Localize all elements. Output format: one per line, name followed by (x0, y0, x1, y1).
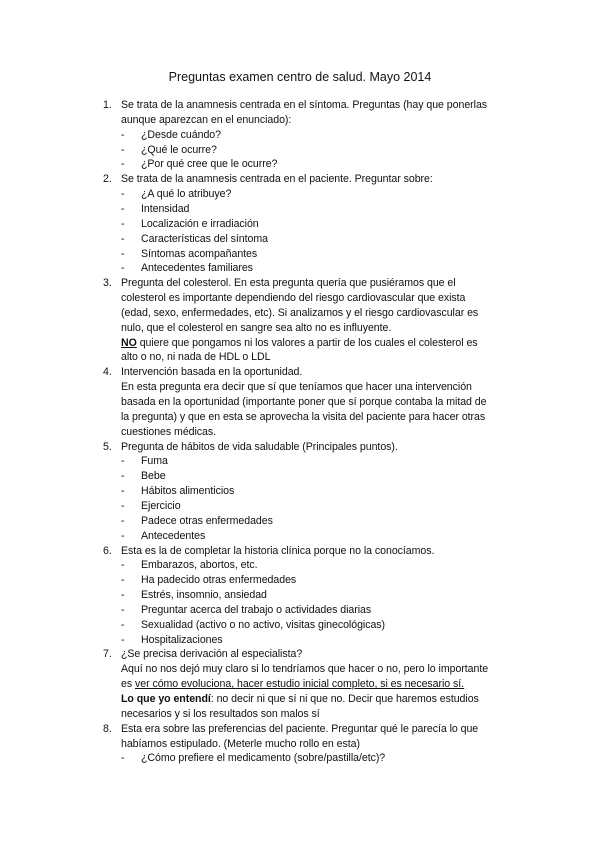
bullet-dash: - (121, 485, 125, 498)
bullet-item: Embarazos, abortos, etc. (141, 559, 258, 572)
document-title: Preguntas examen centro de salud. Mayo 2014 (168, 70, 432, 84)
bullet-dash: - (121, 633, 125, 646)
bullet-item: Ha padecido otras enfermedades (141, 574, 297, 587)
item-number: 3. (103, 277, 112, 290)
item-text-line: Esta es la de completar la historia clínica porque no la conocíamos. (121, 544, 435, 557)
bullet-dash: - (121, 752, 125, 765)
item-text-line: nulo, que el colesterol en sangre sea alto no es influyente. (121, 321, 392, 334)
item-number: 6. (103, 544, 112, 557)
item-text-line: Se trata de la anamnesis centrada en el paciente. Preguntar sobre: (121, 173, 433, 186)
item-text-line: colesterol es importante dependiendo del riesgo cardiovascular que exista (121, 292, 466, 305)
item-text-line: habíamos estipulado. (Meterle mucho rollo en esta) (121, 737, 360, 750)
item-text-line: En esta pregunta era decir que sí que teníamos que hacer una intervención (121, 381, 472, 394)
bullet-dash: - (121, 262, 125, 275)
bullet-item: Hábitos alimenticios (141, 485, 235, 498)
bullet-item: Hospitalizaciones (141, 633, 223, 646)
note-text: quiere que pongamos ni los valores a partir de los cuales el colesterol es (136, 336, 478, 349)
underlined-text: ver cómo evoluciona, hacer estudio inicial completo, si es necesario sí. (134, 678, 465, 691)
opinion-label: Lo que yo entendí (121, 693, 211, 705)
item-number: 2. (103, 173, 112, 186)
bullet-item: ¿A qué lo atribuye? (141, 188, 232, 201)
bullet-dash: - (121, 455, 125, 468)
bullet-item: Bebe (141, 470, 166, 483)
item-number: 1. (103, 99, 112, 111)
item-number: 5. (103, 440, 112, 453)
bullet-item: Localización e irradiación (141, 217, 259, 230)
bullet-dash: - (121, 603, 125, 616)
bullet-item: ¿Qué le ocurre? (141, 143, 217, 156)
bullet-item: Sexualidad (activo o no activo, visitas ginecológicas) (141, 618, 386, 631)
item-number: 4. (103, 366, 112, 379)
item-number: 8. (103, 722, 112, 735)
bullet-item: Preguntar acerca del trabajo o actividades diarias (141, 603, 372, 616)
bullet-item: Antecedentes (141, 529, 206, 542)
bullet-item: Fuma (141, 455, 168, 468)
bullet-item: ¿Cómo prefiere el medicamento (sobre/pastilla/etc)? (141, 752, 386, 765)
item-text-line: Pregunta de hábitos de vida saludable (Principales puntos). (121, 440, 398, 453)
item-text-line: (edad, sexo, enfermedades, etc). Si analizamos y el riesgo cardiovascular es (121, 306, 479, 319)
bullet-dash: - (121, 232, 125, 245)
item-text-line: ¿Se precisa derivación al especialista? (121, 648, 303, 661)
bullet-dash: - (121, 514, 125, 527)
line-prefix: es (121, 678, 135, 691)
item-text-line: Pregunta del colesterol. En esta pregunta quería que pusiéramos que el (121, 277, 456, 290)
bullet-dash: - (121, 217, 125, 230)
bullet-dash: - (121, 574, 125, 587)
bullet-dash: - (121, 618, 125, 631)
underlined-line (121, 677, 464, 692)
item-text-line: la pregunta) y que en esta se aprovecha la visita del paciente para hacer otras (121, 410, 486, 423)
bullet-dash: - (121, 247, 125, 260)
bullet-dash: - (121, 188, 125, 201)
item-text-line: aunque aparezcan en el enunciado): (121, 113, 292, 126)
bullet-item: Antecedentes familiares (141, 262, 253, 275)
bullet-item: ¿Desde cuándo? (141, 128, 221, 141)
item-text-line: Se trata de la anamnesis centrada en el síntoma. Preguntas (hay que ponerlas (121, 99, 488, 111)
item-text-line: Esta era sobre las preferencias del paciente. Preguntar qué le parecía lo que (121, 722, 479, 735)
bullet-item: Síntomas acompañantes (141, 247, 258, 260)
bullet-dash: - (121, 529, 125, 542)
item-text-line: Aquí no nos dejó muy claro si lo tendríamos que hacer o no, pero lo importante (121, 663, 489, 676)
bullet-dash: - (121, 128, 125, 141)
bullet-dash: - (121, 559, 125, 572)
bullet-dash: - (121, 158, 125, 171)
bullet-item: Intensidad (141, 202, 190, 215)
item-text-line: cuestiones médicas. (121, 425, 217, 438)
note-emphasis: NO (121, 336, 137, 349)
bullet-item: ¿Por qué cree que le ocurre? (141, 158, 278, 171)
bullet-dash: - (121, 470, 125, 483)
opinion-line: necesarios y si los resultados son malos sí (121, 707, 320, 720)
bullet-item: Padece otras enfermedades (141, 514, 273, 527)
note-line: alto o no, ni nada de HDL o LDL (121, 351, 271, 364)
note-line (121, 336, 478, 351)
bullet-item: Estrés, insomnio, ansiedad (141, 589, 267, 602)
bullet-dash: - (121, 143, 125, 156)
bullet-dash: - (121, 589, 125, 602)
bullet-item: Ejercicio (141, 499, 181, 512)
opinion-text: : no decir ni que sí ni que no. Decir que haremos estudios (210, 693, 479, 705)
bullet-item: Características del síntoma (141, 232, 269, 245)
item-text-line: Intervención basada en la oportunidad. (121, 366, 303, 379)
bullet-dash: - (121, 499, 125, 512)
item-number: 7. (103, 648, 112, 661)
opinion-line (121, 692, 479, 707)
item-text-line: basada en la oportunidad (importante poner que sí porque contaba la mitad de (121, 396, 487, 408)
bullet-dash: - (121, 202, 125, 215)
